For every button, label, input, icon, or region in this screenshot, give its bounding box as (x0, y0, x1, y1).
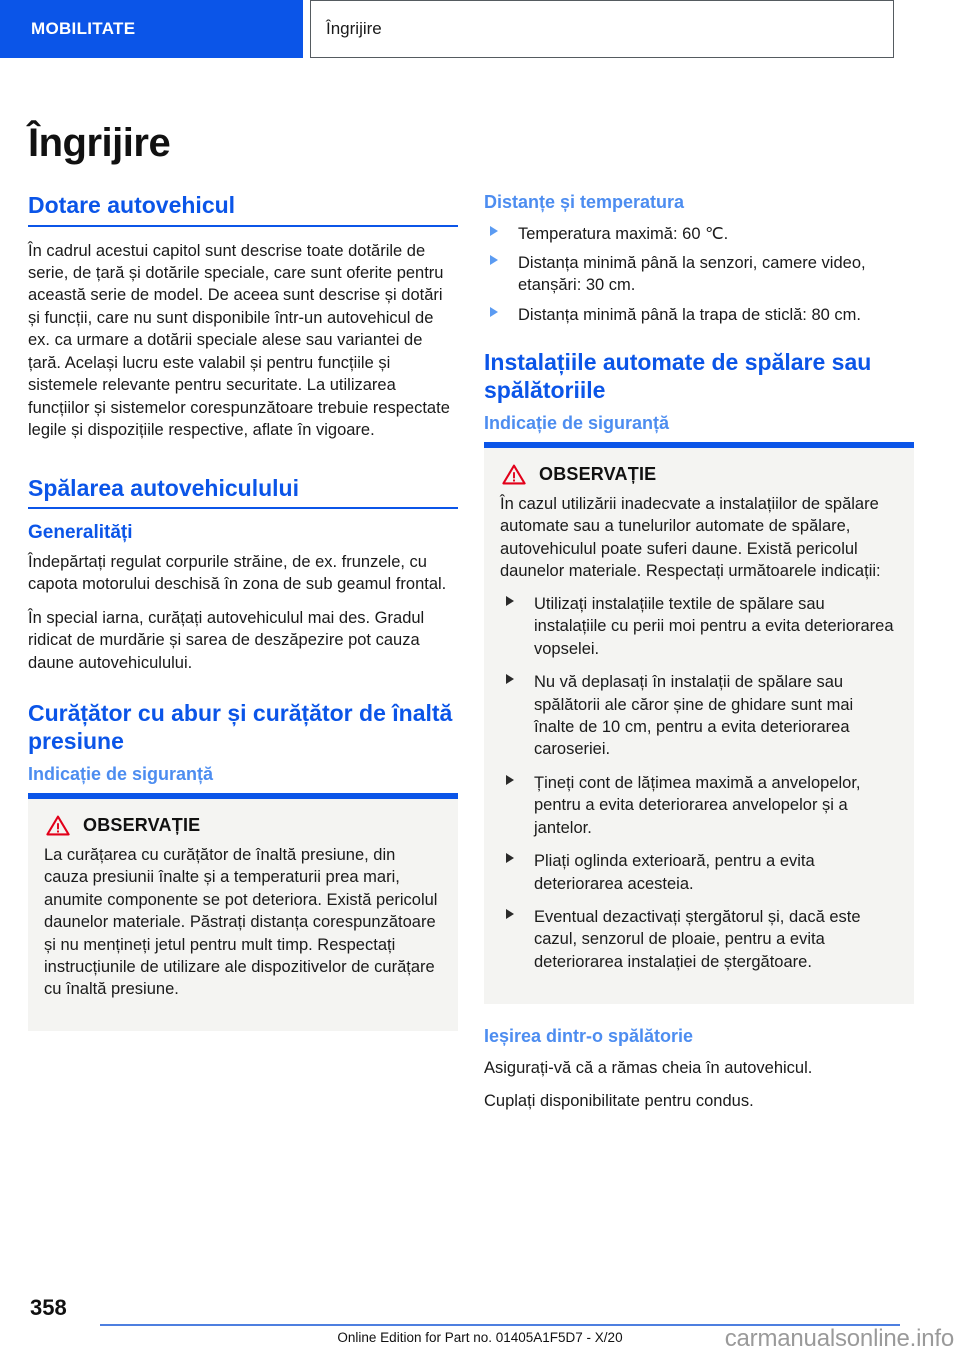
warning-triangle-icon (502, 464, 526, 485)
list-item (500, 772, 898, 839)
triangle-bullet-icon (490, 226, 498, 236)
notice-header (46, 815, 442, 836)
list-item-label: Țineți cont de lățimea maximă a anvelopelor, pentru a evita deteriorarea anvelopelor și a jantelor. (534, 773, 861, 837)
list-item (484, 304, 914, 326)
list-item-label: Nu vă deplasați în instalații de spălare sau spălătorii ale căror șine de ghidare sunt mai înalte de 10 cm, pentru a evita deteriorarea caroseriei. (534, 673, 854, 759)
triangle-bullet-icon (490, 255, 498, 265)
list-item (500, 593, 898, 660)
list-item-label: Temperatura maximă: 60 ℃. (518, 224, 729, 243)
heading-instalatiile-automate: Instalațiile automate de spălare sau spălătoriile (484, 349, 872, 404)
spacer (484, 1004, 914, 1026)
notice-paragraph: La curățarea cu curățător de înaltă presiune, din cauza presiunii înalte și a temperaturii prea mari, anumite componente se pot deteriora. Există pericolul daunelor materiale. Păstrați distanța corespunzătoare și nu mențineți jetul pentru mult timp. Respectați instrucțiunile de utilizare ale dispozitivelor de curățare cu înaltă presiune. (44, 845, 438, 999)
list-item (500, 850, 898, 895)
watermark-text: carmanualsonline.info (724, 1325, 954, 1352)
footer-edition-text: Online Edition for Part no. 01405A1F5D7 - X/20 (337, 1330, 623, 1345)
subheading-indicatie-de-siguranta-left: Indicație de siguranță (28, 764, 214, 785)
subheading-generalitati: Generalități (28, 522, 133, 544)
list-item (484, 252, 914, 297)
heading-spalarea-autovehiculului: Spălarea autovehiculului (28, 475, 458, 510)
left-column (28, 192, 458, 1031)
page-number: 358 (30, 1295, 67, 1320)
heading-iesirea-dintr-o-spalatorie: Ieșirea dintr-o spălătorie (484, 1026, 694, 1047)
spacer (484, 326, 914, 348)
notice-title: OBSERVAȚIE (539, 464, 657, 485)
list-item (500, 906, 898, 973)
heading-curatator-abur: Curățător cu abur și curățător de înaltă presiune (28, 700, 453, 755)
page-title: Îngrijire (28, 120, 171, 165)
list-item-label: Utilizați instalațiile textile de spălare sau instalațiile cu perii moi pentru a evita deteriorarea vopselei. (534, 594, 894, 658)
list-distante-si-temperatura (484, 223, 914, 327)
paragraph-iesire-2: Cuplați disponibilitate pentru condus. (484, 1092, 754, 1111)
list-item-label: Distanța minimă până la senzori, camere video, etanșări: 30 cm. (518, 254, 866, 295)
heading-distante-si-temperatura: Distanțe și temperatura (484, 192, 685, 212)
list-item (484, 223, 914, 245)
header-chapter-label: MOBILITATE (31, 19, 136, 38)
header-chapter-tab[interactable] (0, 0, 303, 58)
triangle-bullet-icon (490, 307, 498, 317)
triangle-bullet-icon (506, 853, 514, 863)
paragraph-generalitati-1: Îndepărtați regulat corpurile străine, de ex. frunzele, cu capota motorului deschisă în zona de sub geamul frontal. (28, 552, 447, 594)
spacer (28, 685, 458, 699)
triangle-bullet-icon (506, 596, 514, 606)
list-item (500, 671, 898, 761)
list-item-label: Pliați oglinda exterioară, pentru a evita deteriorarea acesteia. (534, 852, 815, 893)
header-section-label: Îngrijire (326, 19, 382, 38)
heading-dotare-autovehicul: Dotare autovehicul (28, 192, 458, 227)
paragraph-iesire-1: Asigurați-vă că a rămas cheia în autovehicul. (484, 1058, 813, 1077)
right-column (484, 192, 914, 1113)
notice-title: OBSERVAȚIE (83, 814, 201, 835)
page-header (0, 0, 960, 62)
triangle-bullet-icon (506, 909, 514, 919)
spacer (28, 453, 458, 475)
triangle-bullet-icon (506, 775, 514, 785)
list-item-label: Distanța minimă până la trapa de sticlă: 80 cm. (518, 305, 861, 324)
notice-box-car-wash (484, 442, 914, 1004)
triangle-bullet-icon (506, 674, 514, 684)
subheading-indicatie-de-siguranta-right: Indicație de siguranță (484, 413, 670, 434)
notice-header (502, 464, 898, 485)
paragraph-dotare-autovehicul: În cadrul acestui capitol sunt descrise toate dotările de serie, de țară și dotările speciale, care sunt oferite pentru această serie de model. De aceea sunt descrise și dotări și funcții, care nu sunt disponibile într-un autovehicul de ex. ca urmare a dotării speciale alese sau variantei de țară. Același lucru este valabil și pentru funcțiile și sistemele relevante pentru securitate. La utilizarea funcțiilor și sistemelor corespunzătoare trebuie respectate legile și dispozițiile respective, aflate în vigoare. (28, 241, 450, 440)
warning-triangle-icon (46, 815, 70, 836)
list-car-wash-instructions (500, 593, 898, 974)
notice-box-high-pressure (28, 793, 458, 1031)
paragraph-generalitati-2: În special iarna, curățați autovehiculul mai des. Gradul ridicat de murdărie și sarea de deszăpezire pot cauza daune autovehiculului. (28, 608, 425, 672)
list-item-label: Eventual dezactivați ștergătorul și, dacă este cazul, senzorul de ploaie, pentru a evita deteriorarea instalației de ștergătoare. (534, 908, 861, 971)
notice-paragraph: În cazul utilizării inadecvate a instalațiilor de spălare automate sau a tunelurilor automate de spălare, autovehiculul poate suferi daune. Există pericolul daunelor materiale. Respectați următoarele indicații: (500, 495, 881, 581)
header-section-box[interactable] (310, 0, 894, 58)
